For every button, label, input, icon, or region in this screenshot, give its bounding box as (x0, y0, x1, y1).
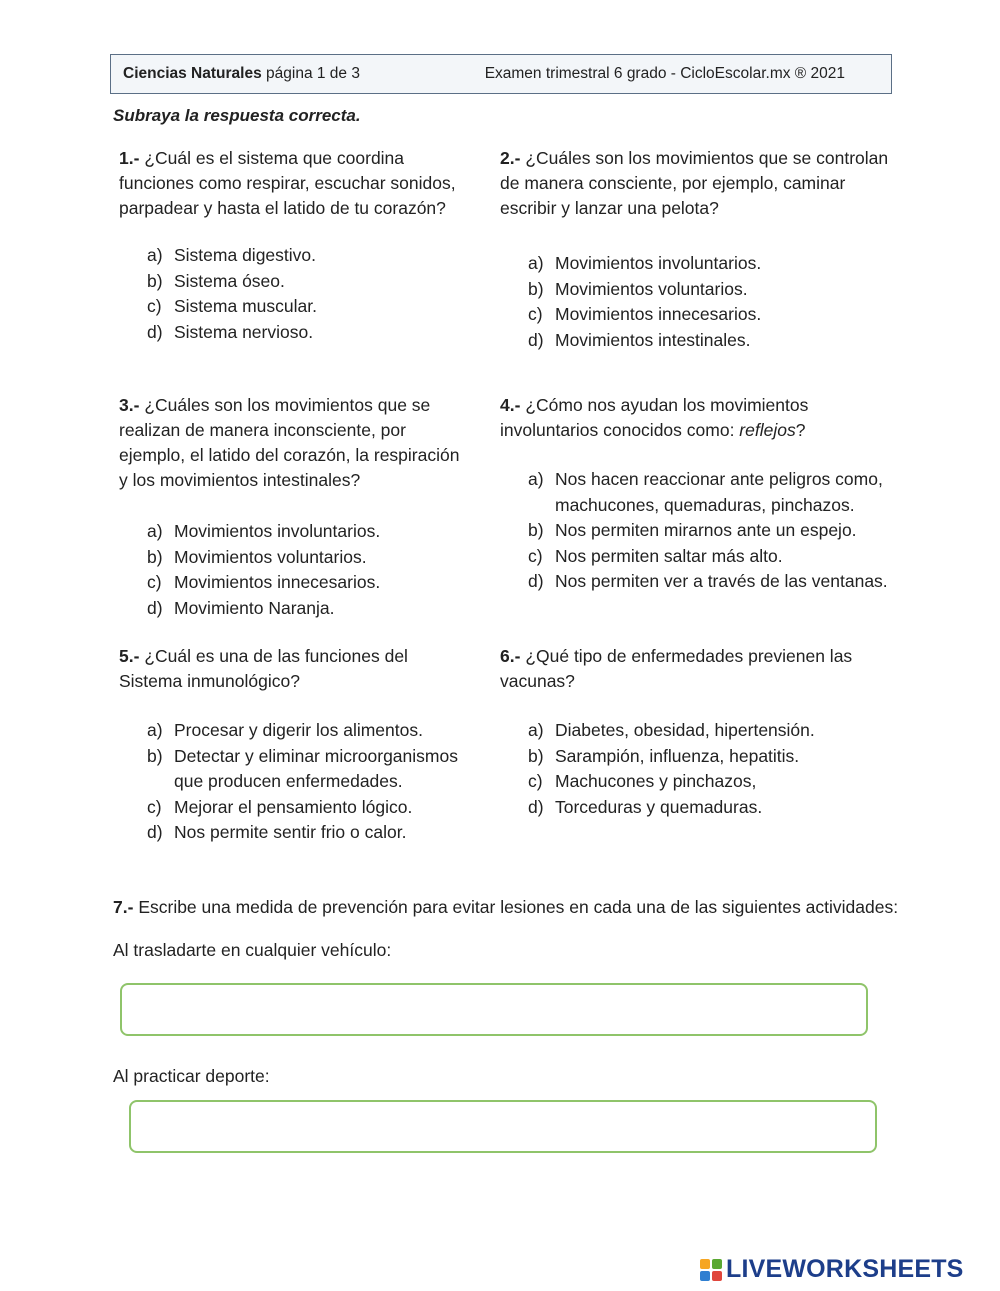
option[interactable]: d) Torceduras y quemaduras. (528, 796, 763, 817)
vehicle-label: Al trasladarte en cualquier vehículo: (113, 940, 392, 960)
header-left (123, 65, 360, 83)
option[interactable]: a) Procesar y digerir los alimentos. (147, 720, 423, 740)
option[interactable]: b) Sistema óseo. (147, 270, 285, 291)
question-5 (119, 644, 469, 846)
instruction: Subraya la respuesta correcta. (113, 106, 361, 125)
question-2 (500, 146, 892, 353)
option[interactable]: b) Detectar y eliminar microorganismos que producen enfermedades. (147, 745, 458, 791)
option[interactable]: c) Movimientos innecesarios. (528, 304, 762, 324)
option[interactable]: a) Movimientos involuntarios. (528, 253, 762, 273)
vehicle-answer-input[interactable] (120, 983, 868, 1036)
question-4 (500, 393, 892, 595)
option[interactable]: a) Nos hacen reaccionar ante peligros como, machucones, quemaduras, pinchazos. (528, 469, 883, 515)
question-6 (500, 644, 892, 820)
question-stem: 4.- ¿Cómo nos ayudan los movimientos involuntarios conocidos como: reflejos? (500, 395, 809, 440)
brand-name: LIVEWORKSHEETS (726, 1255, 964, 1283)
option[interactable]: c) Sistema muscular. (147, 296, 317, 316)
question-stem: 3.- ¿Cuáles son los movimientos que se realizan de manera inconsciente, por ejemplo, el latido del corazón, la respiración y los movimientos intestinales? (119, 395, 460, 490)
option[interactable]: c) Nos permiten saltar más alto. (528, 545, 783, 566)
sport-label: Al practicar deporte: (113, 1066, 270, 1086)
option[interactable]: d) Sistema nervioso. (147, 321, 314, 342)
page-header (110, 54, 892, 94)
page-indicator: página 1 de 3 (266, 65, 360, 82)
option[interactable]: b) Nos permiten mirarnos ante un espejo. (528, 520, 857, 540)
options-list (119, 718, 469, 846)
option[interactable]: b) Movimientos voluntarios. (528, 278, 748, 299)
options-list (500, 467, 892, 595)
option[interactable]: c) Machucones y pinchazos, (528, 771, 757, 791)
option[interactable]: c) Movimientos innecesarios. (147, 572, 381, 592)
question-stem: 6.- ¿Qué tipo de enfermedades previenen las vacunas? (500, 646, 853, 691)
option[interactable]: d) Movimiento Naranja. (147, 597, 335, 618)
exam-title: Examen trimestral 6 grado - CicloEscolar.mx ® 2021 (484, 65, 845, 82)
option[interactable]: d) Nos permiten ver a través de las ventanas. (528, 571, 888, 591)
question-7: 7.- Escribe una medida de prevención para evitar lesiones en cada una de las siguientes actividades: (113, 897, 899, 917)
options-list (119, 243, 469, 345)
option[interactable]: a) Diabetes, obesidad, hipertensión. (528, 720, 815, 740)
option[interactable]: a) Movimientos involuntarios. (147, 521, 381, 541)
options-list (119, 519, 469, 621)
sport-answer-input[interactable] (129, 1100, 877, 1153)
option[interactable]: a) Sistema digestivo. (147, 245, 317, 265)
liveworksheets-logo-icon (700, 1259, 722, 1281)
question-1 (119, 146, 469, 345)
option[interactable]: b) Movimientos voluntarios. (147, 546, 367, 567)
subject-title: Ciencias Naturales (123, 65, 262, 82)
question-stem: 2.- ¿Cuáles son los movimientos que se controlan de manera consciente, por ejemplo, caminar escribir y lanzar una pelota? (500, 148, 889, 218)
option[interactable]: d) Nos permite sentir frio o calor. (147, 822, 407, 842)
liveworksheets-logo (700, 1255, 964, 1284)
option[interactable]: c) Mejorar el pensamiento lógico. (147, 796, 413, 817)
option[interactable]: b) Sarampión, influenza, hepatitis. (528, 745, 800, 766)
question-3 (119, 393, 469, 621)
options-list (500, 251, 892, 353)
options-list (500, 718, 892, 820)
question-stem: 5.- ¿Cuál es una de las funciones del Sistema inmunológico? (119, 646, 408, 691)
question-stem: 1.- ¿Cuál es el sistema que coordina funciones como respirar, escuchar sonidos, parpadear y hasta el latido de tu corazón? (119, 148, 456, 218)
option[interactable]: d) Movimientos intestinales. (528, 329, 751, 350)
